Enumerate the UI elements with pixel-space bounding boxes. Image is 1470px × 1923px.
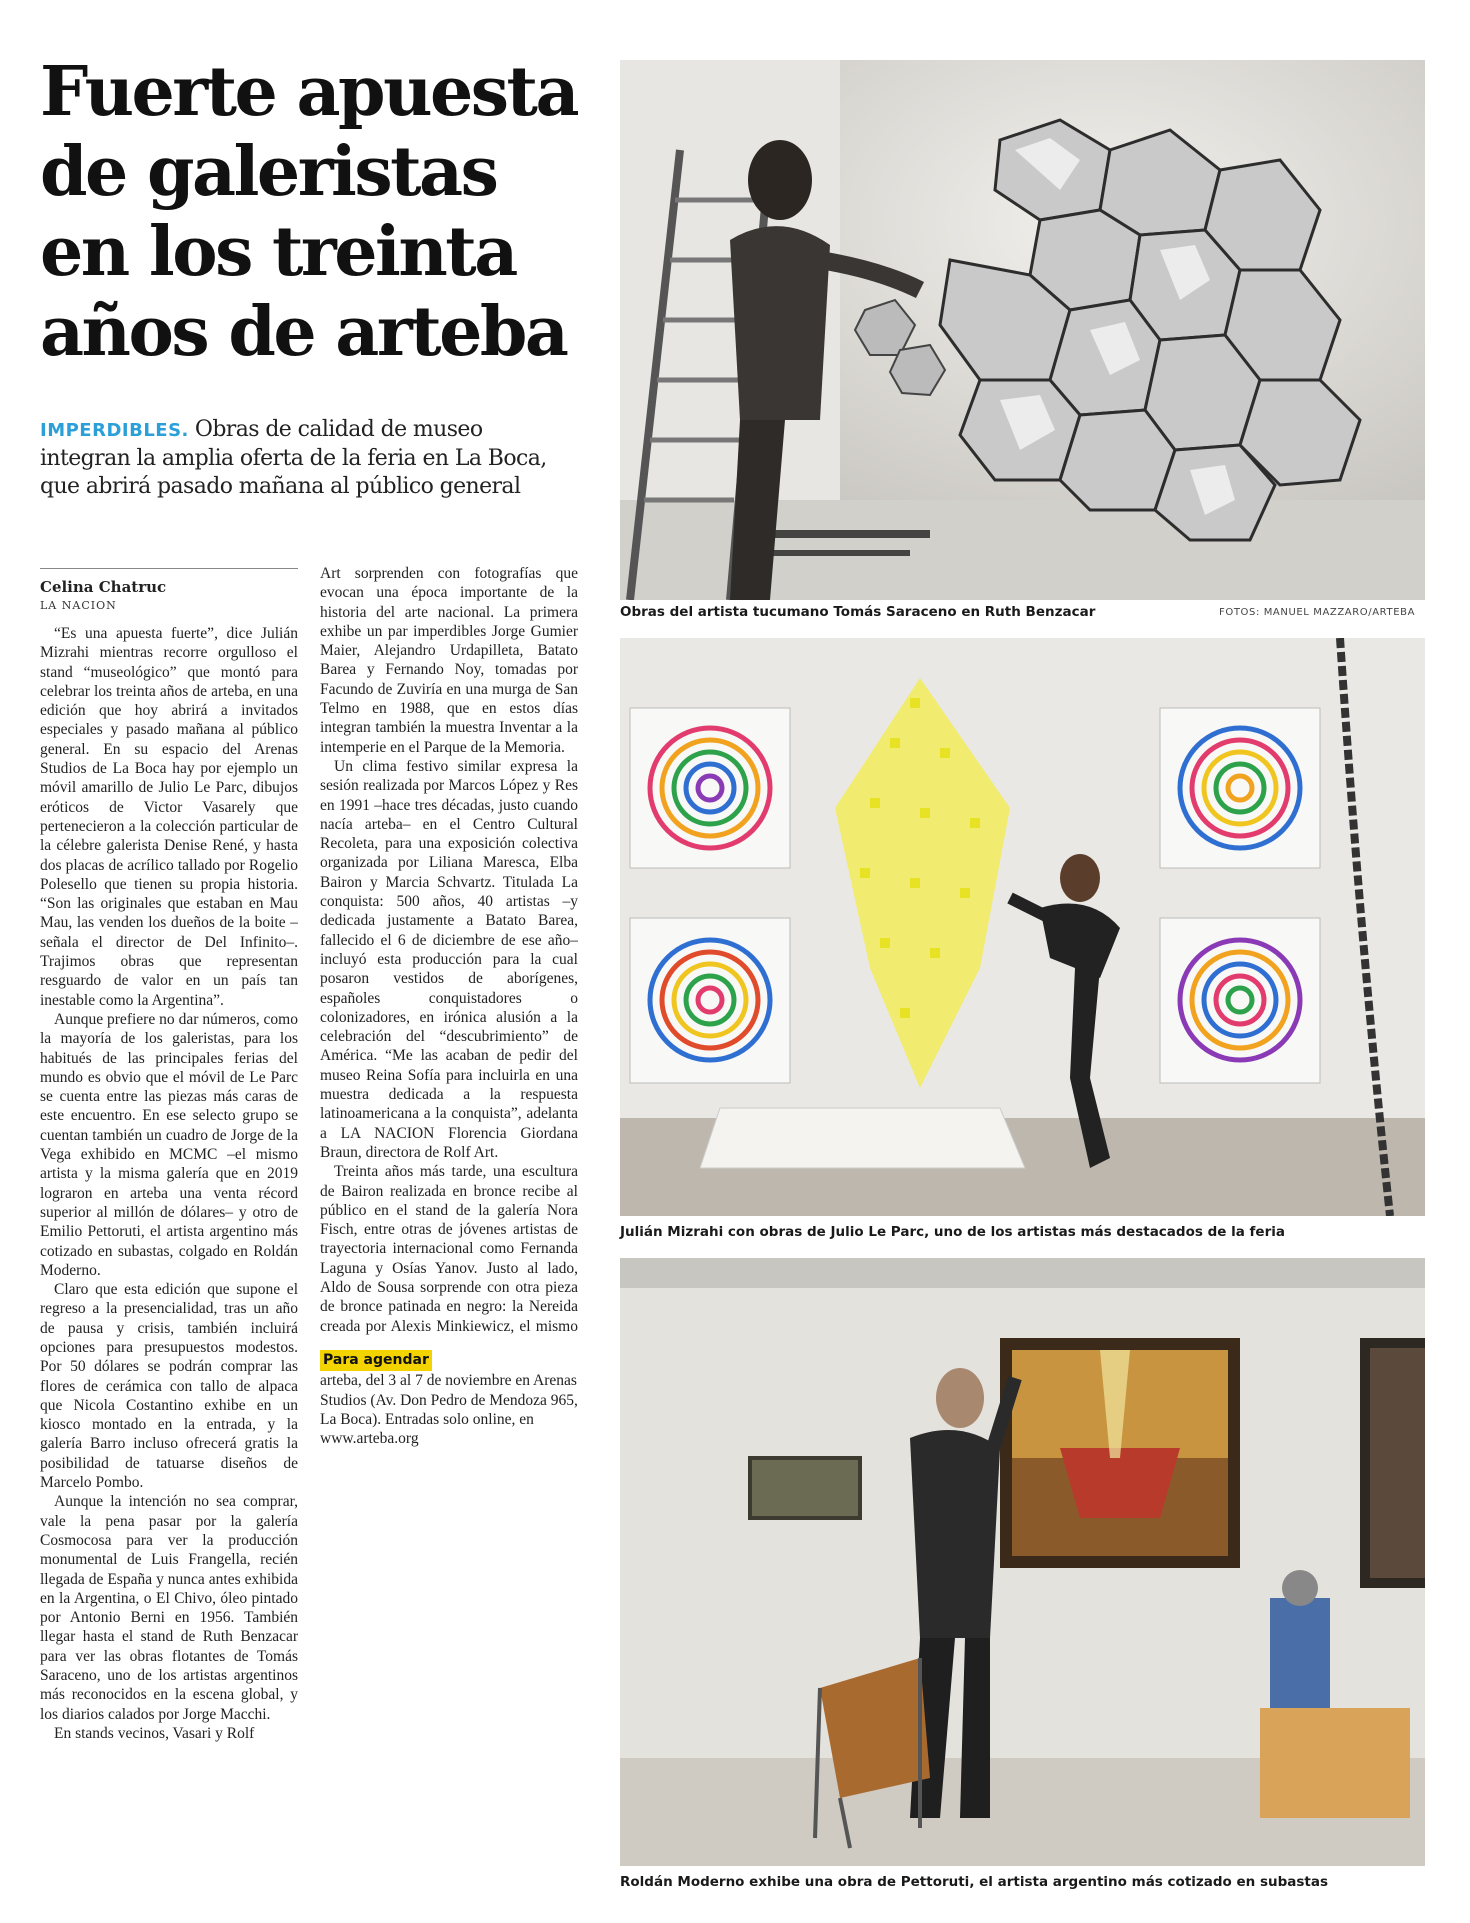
photo-le-parc-image xyxy=(620,638,1425,1216)
photo-caption: Roldán Moderno exhibe una obra de Pettoruti, el artista argentino más cotizado en subastas xyxy=(620,1874,1329,1890)
headline-line: años de arteba xyxy=(40,292,567,372)
photo-pettoruti-stand xyxy=(620,1258,1425,1866)
body-paragraph: Claro que esta edición que supone el regreso a la presencialidad, tras un año de pausa y crisis, también incluirá opciones para presupuestos modestos. Por 50 dólares se podrán comprar las flores de cerámica con tallo de alpaca que Nicola Costantino exhibe en un kiosco montado en la entrada, y la galería Barro incluso ofrecerá gratis la posibilidad de tatuarse diseños de Marcelo Pombo. xyxy=(40,1281,298,1492)
byline-divider xyxy=(40,568,298,569)
body-paragraph: Art sorprenden con fotografías que evocan una época importante de la historia del arte nacional. La primera exhibe un par imperdibles Jorge Gumier Maier, Alejandro Urdapilleta, Batato Barea y Fernando Noy, tomadas por Facundo de Zuviría en una murga de San Telmo en 1988, que en estos días integran también la muestra Inventar a la intemperie en el Parque de la Memoria. xyxy=(320,565,578,756)
deck-text: Obras de calidad de museo xyxy=(194,417,483,442)
article-column-1 xyxy=(40,624,298,1896)
agenda-text: arteba, del 3 al 7 de noviembre en Arenas Studios (Av. Don Pedro de Mendoza 965, La Boca). Entradas solo online, en www.arteba.org xyxy=(320,1372,578,1448)
deck-line xyxy=(40,416,600,445)
body-paragraph: Treinta años más tarde, una escultura de Bairon realizada en bronce recibe al público en el stand de la galería Nora Fisch, entre otras de jóvenes artistas de trayectoria internacional como Fernanda Laguna y Osías Yanov. Justo al lado, Aldo de Sousa sorprende con otra pieza de bronce patinada en negro: la Nereida creada por Alexis Minkiewicz, el mismo xyxy=(320,1163,578,1335)
photo-saraceno-sculpture xyxy=(620,60,1425,600)
photo-caption: Obras del artista tucumano Tomás Saraceno en Ruth Benzacar xyxy=(620,604,1096,620)
headline-line: Fuerte apuesta xyxy=(40,52,578,132)
article-column-2 xyxy=(320,564,578,1336)
photo-le-parc-stand xyxy=(620,638,1425,1216)
author-name: Celina Chatruc xyxy=(40,578,167,596)
photo-saraceno-image xyxy=(620,60,1425,600)
deck-line: integran la amplia oferta de la feria en La Boca, xyxy=(40,446,547,471)
photo-credit: FOTOS: MANUEL MAZZARO/ARTEBA xyxy=(1219,607,1416,618)
deck-kicker: IMPERDIBLES. xyxy=(40,420,189,441)
agenda-box xyxy=(320,1350,578,1448)
body-paragraph: “Es una apuesta fuerte”, dice Julián Mizrahi mientras recorre orgulloso el stand “museológico” que montó para celebrar los treinta años de arteba, en una edición que hoy abrirá a invitados especiales y pasado mañana al público general. En su espacio del Arenas Studios de La Boca hay por ejemplo un móvil amarillo de Julio Le Parc, dibujos eróticos de Victor Vasarely que pertenecieron a la colección particular de la célebre galerista Denise René, y hasta dos placas de acrílico tallado por Rogelio Polesello que tienen su propia historia. “Son las originales que estaban en Mau Mau, las venden los dueños de la boite –señala el director de Del Infinito–. Trajimos obras que representan resguardo de valor en un país tan inestable como la Argentina”. xyxy=(40,625,298,1009)
body-paragraph: Un clima festivo similar expresa la sesión realizada por Marcos López y Res en 1991 –hace tres décadas, justo cuando nacía arteba– en el Centro Cultural Recoleta, para una exposición colectiva organizada por Liliana Maresca, Elba Bairon y Marcia Schvartz. Titulada La conquista: 500 años, 40 artistas –y dedicada justamente a Batato Barea, fallecido el 6 de diciembre de ese año– incluyó esta producción para la cual posaron vestidos de aborígenes, españoles conquistadores o colonizadores, en irónica alusión a la celebración del “descubrimiento” de América. “Me las acaban de pedir del museo Reina Sofía para incluirla en una muestra dedicada a la respuesta latinoamericana a la conquista”, adelanta a LA NACION Florencia Giordana Braun, directora de Rolf Art. xyxy=(320,757,578,1161)
headline-line: en los treinta xyxy=(40,212,516,292)
photo-pettoruti-image xyxy=(620,1258,1425,1866)
headline-line: de galeristas xyxy=(40,132,497,212)
body-paragraph: Aunque la intención no sea comprar, vale la pena pasar por la galería Cosmocosa para ver la producción monumental de Luis Frangella, recién llegada de España y nunca antes exhibida en la Argentina, o El Chivo, óleo pintado por Antonio Berni en 1956. También llegar hasta el stand de Ruth Benzacar para ver las obras flotantes de Tomás Saraceno, uno de los artistas argentinos más reconocidos en la escena global, y los diarios calados por Jorge Macchi. xyxy=(40,1493,298,1723)
body-paragraph: En stands vecinos, Vasari y Rolf xyxy=(54,1724,255,1742)
body-paragraph: Aunque prefiere no dar números, como la mayoría de los galeristas, para los habitués de las principales ferias del mundo es obvio que el móvil de Le Parc se cuenta entre las piezas más caras de este encuentro. En ese selecto grupo se cuentan también un cuadro de Jorge de la Vega exhibido en MCMC –el mismo artista y la misma galería que en 2019 lograron en arteba una venta récord superior al millón de dólares– y otro de Emilio Pettoruti, el artista argentino más cotizado en subastas, colgado en Roldán Moderno. xyxy=(40,1010,298,1279)
photo-caption: Julián Mizrahi con obras de Julio Le Parc, uno de los artistas más destacados de la feria xyxy=(620,1224,1285,1240)
article-deck xyxy=(40,416,600,501)
outlet-name: LA NACION xyxy=(40,599,117,612)
deck-line: que abrirá pasado mañana al público general xyxy=(40,474,521,499)
agenda-tag: Para agendar xyxy=(320,1350,432,1371)
article-headline xyxy=(40,52,600,372)
